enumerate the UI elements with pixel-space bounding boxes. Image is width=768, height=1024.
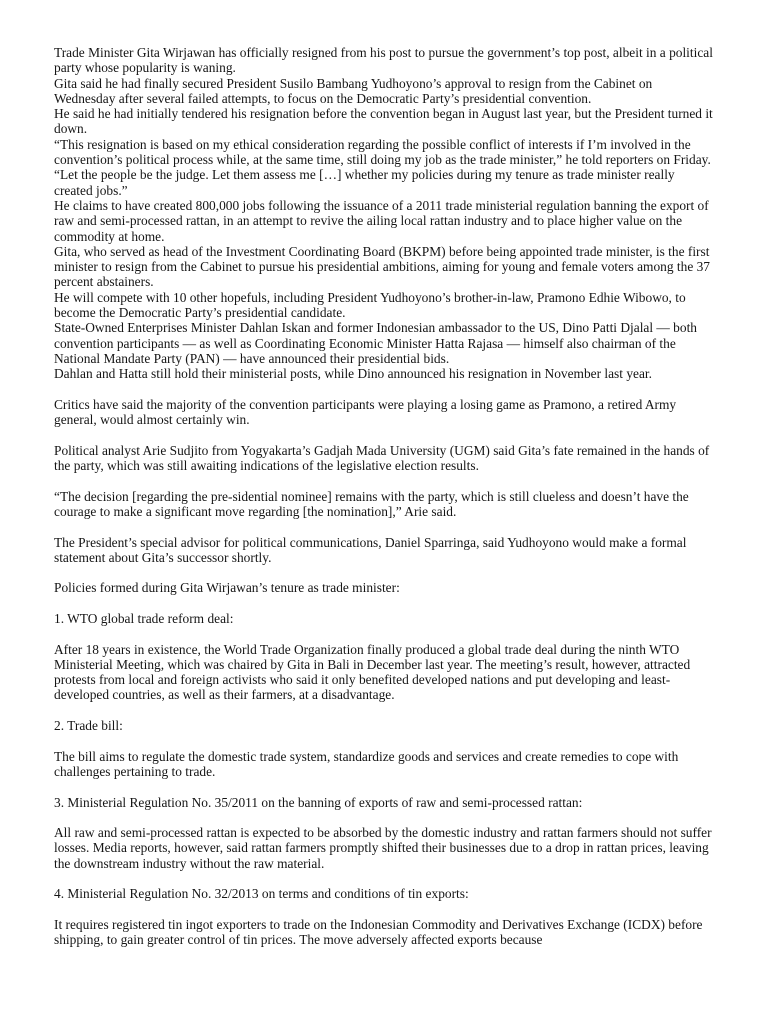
paragraph-gap <box>54 733 714 748</box>
policy-item-body: After 18 years in existence, the World Trade Organization finally produced a global trade deal during the ninth WTO Ministerial Meeting, which was chaired by Gita in Bali in December last year. The meeting’s result, however, attracted protests from local and foreign activists who said it only benefited developed nations and put developing and least-developed countries, as well as their farmers, at a disadvantage. <box>54 641 691 703</box>
paragraph: State-Owned Enterprises Minister Dahlan Iskan and former Indonesian ambassador to the US, Dino Patti Djalal — both convention participants — as well as Coordinating Economic Minister Hatta Rajasa — himself also chairman of the National Mandate Party (PAN) — have announced their presidential bids. <box>54 320 697 366</box>
policy-item-heading: 1. WTO global trade reform deal: <box>54 610 234 626</box>
policy-item-heading: 4. Ministerial Regulation No. 32/2013 on terms and conditions of tin exports: <box>54 886 469 902</box>
paragraph-gap <box>54 473 714 488</box>
policy-item-body: All raw and semi-processed rattan is expected to be absorbed by the domestic industry and rattan farmers should not suffer losses. Media reports, however, said rattan farmers promptly shifted their businesses due to a drop in rattan prices, leaving the downstream industry without the raw material. <box>54 825 712 871</box>
policies-heading: Policies formed during Gita Wirjawan’s tenure as trade minister: <box>54 580 400 596</box>
paragraph-gap <box>54 779 714 794</box>
paragraph: The President’s special advisor for political communications, Daniel Sparringa, said Yudhoyono would make a formal statement about Gita’s successor shortly. <box>54 534 687 565</box>
paragraph-gap <box>54 703 714 718</box>
policy-item-body: It requires registered tin ingot exporters to trade on the Indonesian Commodity and Derivatives Exchange (ICDX) before shipping, to gain greater control of tin prices. The move adversely affected exports because <box>54 916 703 948</box>
paragraph: He said he had initially tendered his resignation before the convention began in August last year, but the President turned it down. <box>54 106 713 137</box>
paragraph: Critics have said the majority of the convention participants were playing a losing game as Pramono, a retired Army general, would almost certainly win. <box>54 396 677 428</box>
paragraph: He will compete with 10 other hopefuls, including President Yudhoyono’s brother-in-law, Pramono Edhie Wibowo, to become the Democratic Party’s presidential candidate. <box>54 289 686 321</box>
policy-item-heading: 2. Trade bill: <box>54 718 123 734</box>
paragraph-gap <box>54 902 714 917</box>
paragraph: “This resignation is based on my ethical consideration regarding the possible conflict of interests if I’m involved in the convention’s political process while, at the same time, still doing my job as the trade minister,” he told reporters on Friday. <box>54 136 711 168</box>
paragraph-gap <box>54 427 714 442</box>
policy-item-heading: 3. Ministerial Regulation No. 35/2011 on the banning of exports of raw and semi-processed rattan: <box>54 794 583 810</box>
paragraph-gap <box>54 519 714 534</box>
paragraph-gap <box>54 810 714 825</box>
paragraph: Political analyst Arie Sudjito from Yogyakarta’s Gadjah Mada University (UGM) said Gita’s fate remained in the hands of the party, which was still awaiting indications of the legislative election results. <box>54 442 710 474</box>
paragraph: Gita said he had finally secured President Susilo Bambang Yudhoyono’s approval to resign from the Cabinet on Wednesday after several failed attempts, to focus on the Democratic Party’s presidential convention. <box>54 75 653 106</box>
paragraph: Dahlan and Hatta still hold their ministerial posts, while Dino announced his resignation in November last year. <box>54 366 652 382</box>
quote-paragraph: “The decision [regarding the pre-sidential nominee] remains with the party, which is still clueless and doesn’t have the courage to make a significant move regarding [the nomination],” Arie said. <box>54 488 689 519</box>
paragraph: He claims to have created 800,000 jobs following the issuance of a 2011 trade ministerial regulation banning the export of raw and semi-processed rattan, in an attempt to revive the ailing local rattan industry and to place higher value on the commodity at home. <box>54 197 709 244</box>
paragraph-gap <box>54 565 714 580</box>
paragraph: Gita, who served as head of the Investment Coordinating Board (BKPM) before being appointed trade minister, is the first minister to resign from the Cabinet to pursue his presidential ambitions, aiming for young and female voters among the 37 percent abstainers. <box>54 243 711 290</box>
paragraph-gap <box>54 382 714 397</box>
policy-item-body: The bill aims to regulate the domestic trade system, standardize goods and services and create remedies to cope with challenges pertaining to trade. <box>54 748 679 779</box>
paragraph: Trade Minister Gita Wirjawan has officially resigned from his post to pursue the government’s top post, albeit in a political party whose popularity is waning. <box>54 45 713 76</box>
paragraph-gap <box>54 871 714 886</box>
paragraph-gap <box>54 626 714 641</box>
paragraph: “Let the people be the judge. Let them assess me […] whether my policies during my tenure as trade minister really created jobs.” <box>54 167 675 198</box>
article-page <box>54 45 714 948</box>
paragraph-gap <box>54 596 714 611</box>
